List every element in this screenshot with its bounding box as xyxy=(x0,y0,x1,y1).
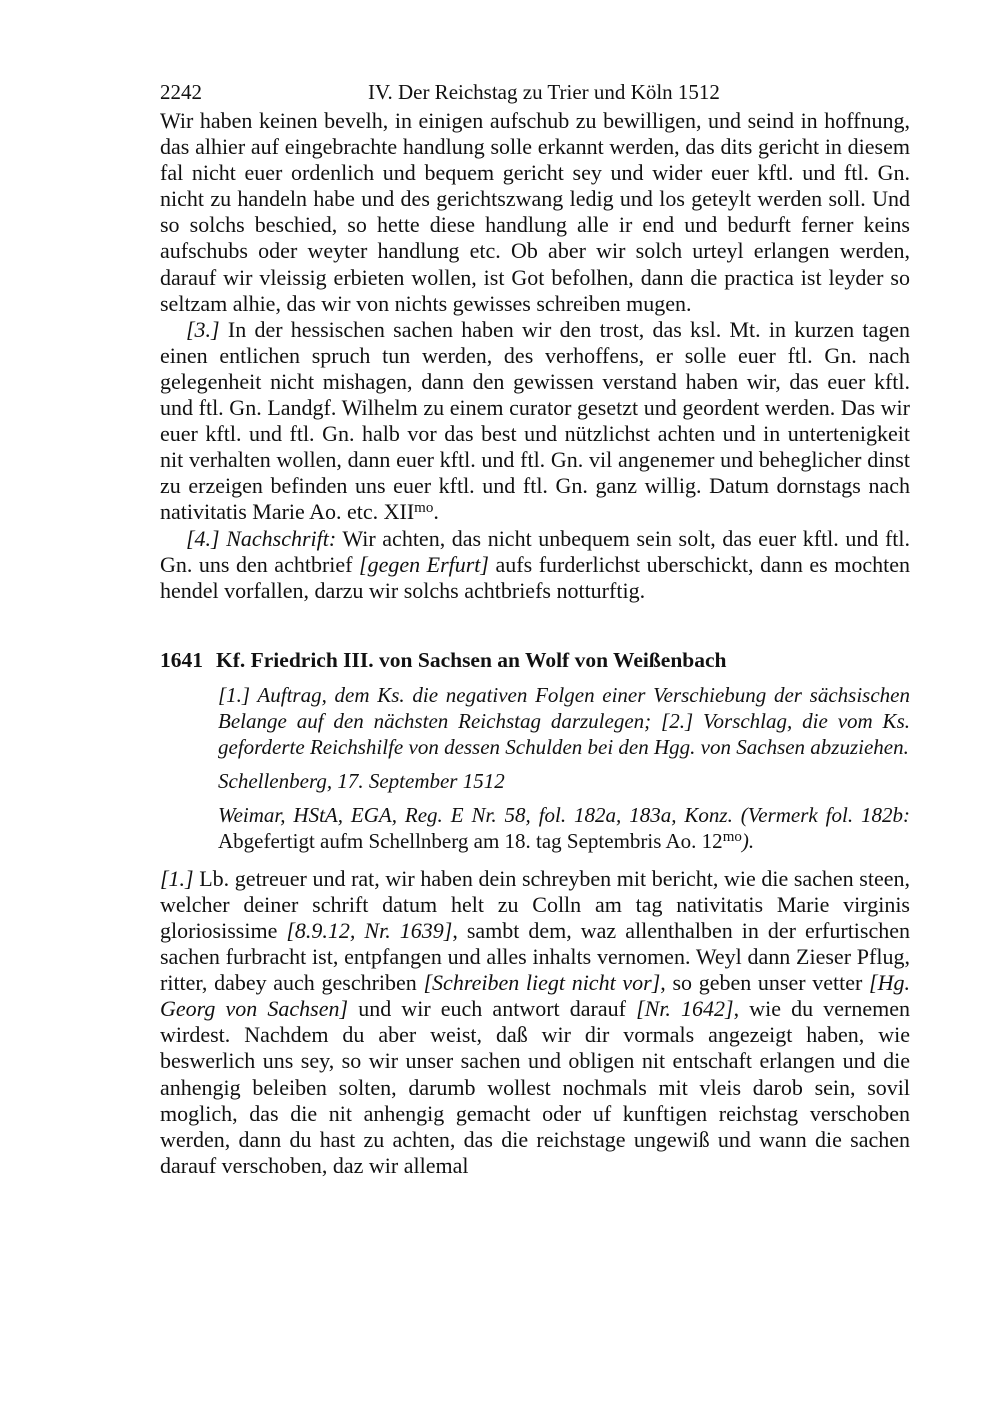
body-text: , sambt dem, waz allenthalben in der erfurtischen sachen furbracht ist, entpfangen und alles inhalts vernomen. Weyl dann Zieser Pflug, ritter, dabey auch geschriben xyxy=(160,917,911,996)
section-marker: [4.] Nachschrift: xyxy=(186,525,337,551)
regest-block xyxy=(218,682,910,854)
paragraph-text: Wir achten, das nicht unbequem sein solt, das euer kftl. und ftl. Gn. uns den achtbrief xyxy=(160,525,910,577)
editorial-note: [gegen Erfurt] xyxy=(359,551,489,577)
editorial-reference: [Schreiben liegt nicht vor] xyxy=(423,970,661,996)
running-head: IV. Der Reichstag zu Trier und Köln 1512 xyxy=(368,80,720,104)
source-close: ). xyxy=(741,828,755,853)
punctuation: . xyxy=(433,499,439,525)
paragraph-text: aufs furderlichst uberschickt, dann es mochten hendel vorfallen, darzu wir solchs achtbriefs notturftig. xyxy=(160,551,910,603)
superscript: mo xyxy=(722,828,742,845)
paragraph-continued xyxy=(160,108,910,317)
document-number: 1641 xyxy=(160,647,203,672)
source-remark: Abgefertigt aufm Schellnberg am 18. tag Septembris Ao. 12 xyxy=(218,828,723,853)
paragraph-4-postscript xyxy=(160,526,910,604)
page-number: 2242 xyxy=(160,80,202,104)
body-text: und wir euch antwort darauf xyxy=(348,996,637,1022)
body-text: , so geben unser vetter xyxy=(660,970,870,996)
section-marker: [3.] xyxy=(186,316,220,342)
editorial-reference: [Hg. Georg von Sachsen] xyxy=(160,970,910,1022)
document-page xyxy=(160,78,910,1179)
source-citation: Weimar, HStA, EGA, Reg. E Nr. 58, fol. 182a, 183a, Konz. (Vermerk fol. 182b: xyxy=(218,802,910,827)
document-title: Kf. Friedrich III. von Sachsen an Wolf von Weißenbach xyxy=(216,647,727,672)
page-header xyxy=(160,78,910,108)
editorial-reference: [Nr. 1642] xyxy=(636,996,734,1022)
body-text: Lb. getreuer und rat, wir haben dein schreyben mit bericht, wie die sachen steen, welcher deiner schrift datum helt zu Colln am tag nativitatis Marie virginis gloriosissime xyxy=(160,865,910,943)
paragraph-text: In der hessischen sachen haben wir den trost, das ksl. Mt. in kurzen tagen einen entlichen spruch tun werden, des verhoffens, er solle euer ftl. Gn. nach gelegenheit nicht mishagen, dann den gewissen verstand haben wir, das euer kftl. und ftl. Gn. Landgf. Wilhelm zu einem curator gesetzt und geordent werden. Das wir euer kftl. und ftl. Gn. halb vor das best und nützlichst achten und in untertenigkeit nit verhalten wollen, dann euer kftl. und ftl. Gn. vil angenemer und beheglicher dinst zu erzeigen befinden uns euer kftl. und ftl. Gn. ganz willig. Datum dornstags nach nativitatis Marie Ao. etc. XII xyxy=(160,316,910,525)
place-date: Schellenberg, 17. September 1512 xyxy=(218,768,505,793)
source-note xyxy=(218,802,910,854)
regest-summary: [1.] Auftrag, dem Ks. die negativen Folgen einer Verschiebung der sächsischen Belange auf den nächsten Reichstag darzulegen; [2.] Vorschlag, die vom Ks. geforderte Reichshilfe von dessen Schulden bei den Hgg. von Sachsen abzuziehen. xyxy=(218,682,910,759)
document-heading xyxy=(160,646,910,674)
paragraph-text: Wir haben keinen bevelh, in einigen aufschub zu bewilligen, und seind in hoffnung, das alhier auf eingebrachte handlung solle erkannt werden, das dits gericht in diesem fal nicht euer ordenlich und bequem gericht sey und wider euer kftl. und ftl. Gn. nicht zu handeln habe und des gerichtszwang ledig und los geteylt werden soll. Und so solchs beschied, so hette diese handlung alle ir end und bedurft ferner keins aufschubs oder weyter handlung etc. Ob aber wir solch urteyl erlangen werden, darauf wir vleissig erbieten wollen, ist Got befolhen, dann die practica ist leyder so seltzam alhie, das wir von nichts gewisses schreiben mugen. xyxy=(160,108,910,316)
editorial-reference: [8.9.12, Nr. 1639] xyxy=(286,917,453,943)
superscript: mo xyxy=(414,500,434,517)
paragraph-3 xyxy=(160,317,910,526)
section-marker: [1.] xyxy=(160,865,194,891)
document-body xyxy=(160,866,910,1179)
body-text: , wie du vernemen wirdest. Nachdem du aber weist, daß wir dir vormals angezeigt haben, wie beswerlich uns sey, so wir unser sachen und obligen nit entschaft erlangen und die anhengig beleiben solten, darumb wollest nochmals mit vleis darob sein, sovil moglich, das die nit anhengig gemacht oder uf kunftigen reichstag verschoben werden, dann du hast zu achten, das die reichstage ungewiß und wann die sachen darauf verschoben, daz wir allemal xyxy=(160,996,910,1178)
